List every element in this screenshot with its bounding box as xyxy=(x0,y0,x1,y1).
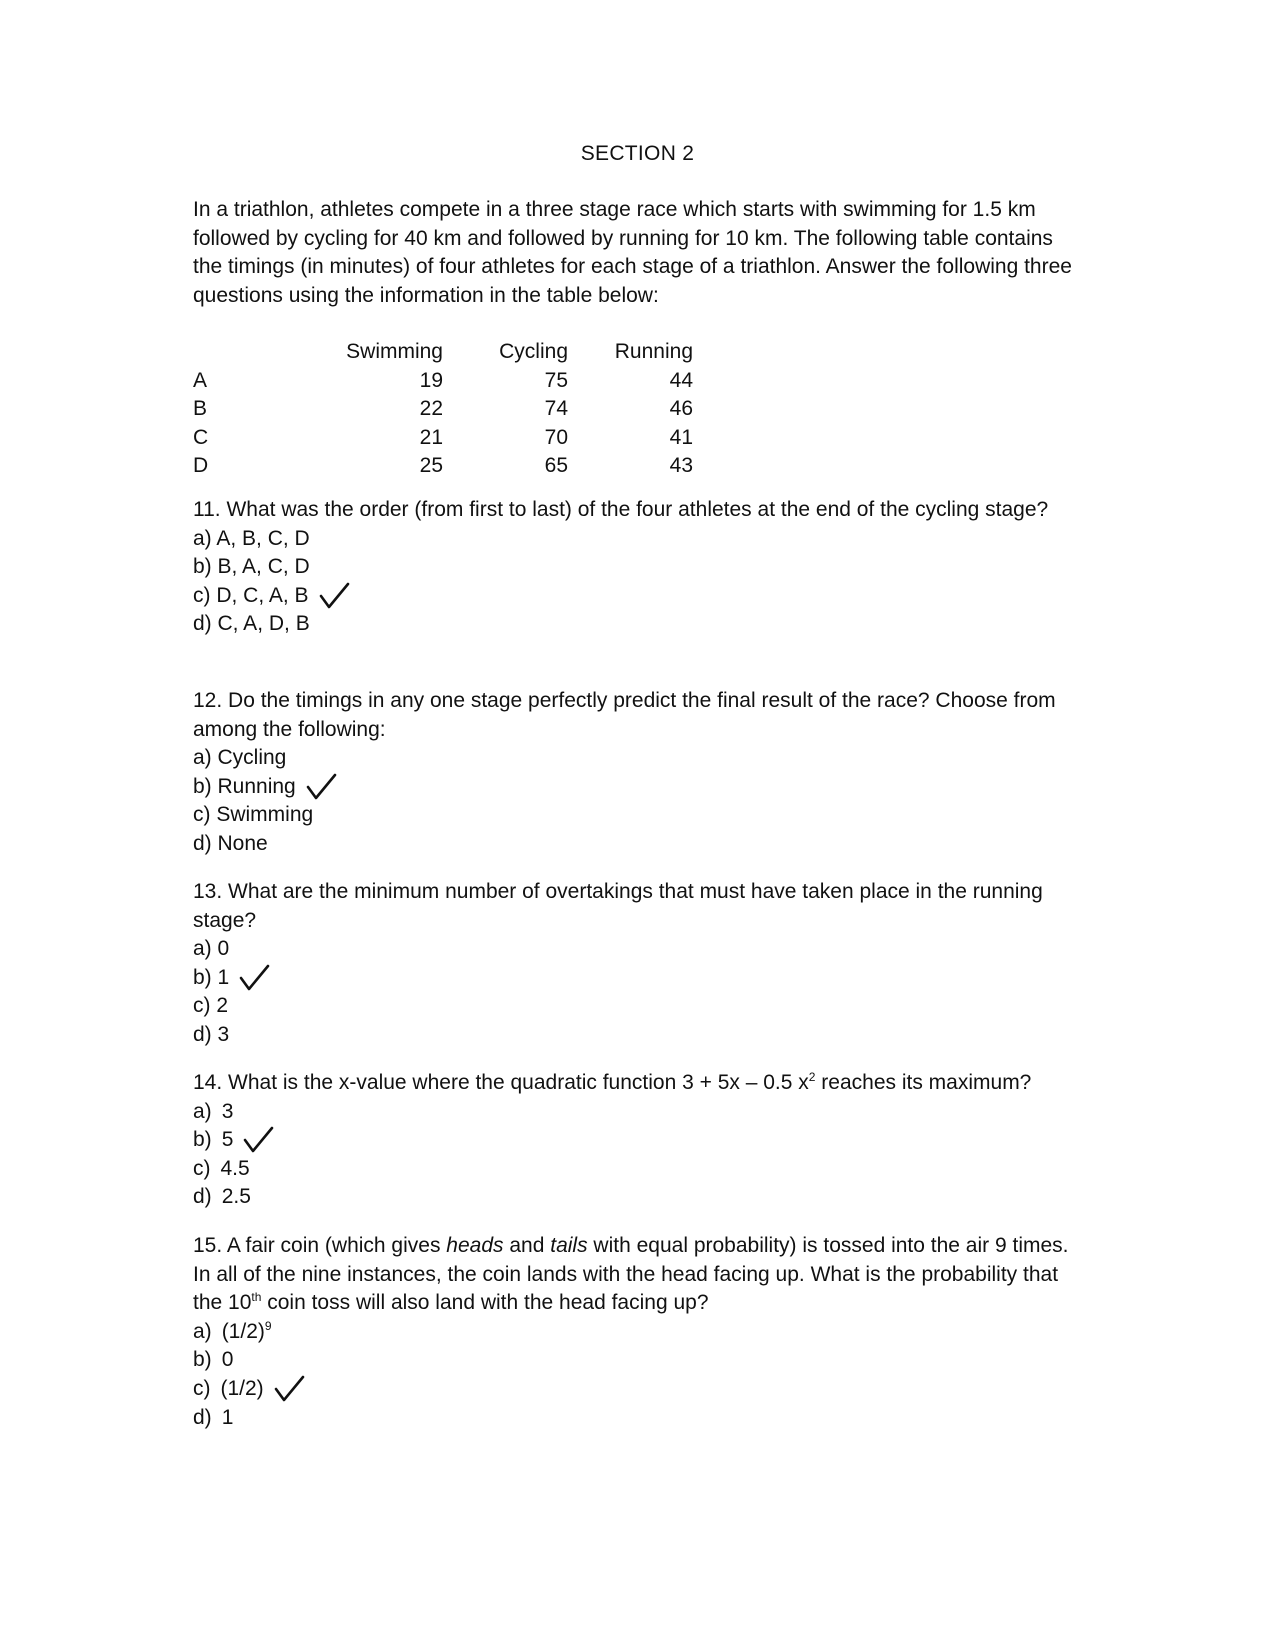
question-15 xyxy=(193,1232,1083,1432)
option-value: (1/2) xyxy=(220,1376,264,1400)
checkmark-icon xyxy=(304,773,338,801)
question-15-text xyxy=(193,1232,1083,1318)
question-15-text-2: and xyxy=(503,1234,551,1257)
question-11-text: 11. What was the order (from first to last) of the four athletes at the end of the cycling stage? xyxy=(193,498,1049,521)
table-row xyxy=(193,424,693,453)
table-row xyxy=(193,395,693,424)
option-b xyxy=(193,1126,1083,1155)
table-header-row xyxy=(193,338,693,367)
option-value: 5 xyxy=(221,1128,234,1152)
option-b xyxy=(193,964,1083,993)
question-11-options xyxy=(193,525,1083,639)
option-value: 3 xyxy=(221,1099,234,1123)
checkmark-icon xyxy=(317,582,351,610)
option-text: c) Swimming xyxy=(193,803,314,827)
question-14-text-main: 14. What is the x-value where the quadratic function 3 + 5x – 0.5 x xyxy=(193,1071,809,1094)
option-label: b) xyxy=(193,1348,212,1372)
athlete-cell: C xyxy=(193,425,209,449)
question-14-text xyxy=(193,1069,1083,1098)
option-value: (1/2) xyxy=(221,1319,265,1343)
option-text: d) C, A, D, B xyxy=(193,612,310,636)
question-15-italic-heads: heads xyxy=(446,1234,504,1257)
option-text: d) 3 xyxy=(193,1022,230,1046)
checkmark-icon xyxy=(241,1126,275,1154)
option-c xyxy=(193,992,1083,1021)
cycling-cell: 70 xyxy=(544,425,568,449)
table-header-running: Running xyxy=(614,340,693,363)
option-d xyxy=(193,610,1083,639)
athlete-cell: D xyxy=(193,454,209,478)
running-cell: 41 xyxy=(669,425,693,449)
cycling-cell: 74 xyxy=(544,397,568,421)
option-text: b) B, A, C, D xyxy=(193,555,310,579)
option-b xyxy=(193,1346,1083,1375)
question-14-text-end: reaches its maximum? xyxy=(815,1071,1032,1094)
swimming-cell: 22 xyxy=(419,397,443,421)
option-value: 2.5 xyxy=(221,1185,251,1209)
option-b xyxy=(193,773,1083,802)
swimming-cell: 19 xyxy=(419,368,443,392)
table-header-athlete xyxy=(193,338,313,367)
question-14-exponent: 2 xyxy=(808,1070,816,1084)
option-c xyxy=(193,801,1083,830)
timings-table xyxy=(193,338,693,481)
question-11 xyxy=(193,496,1083,639)
option-c xyxy=(193,582,1083,611)
option-text: a) Cycling xyxy=(193,746,287,770)
table-row xyxy=(193,367,693,396)
option-d xyxy=(193,830,1083,859)
option-label: d) xyxy=(193,1185,212,1209)
question-12-options xyxy=(193,744,1083,858)
table-row xyxy=(193,452,693,481)
option-c xyxy=(193,1375,1083,1404)
question-13-options xyxy=(193,935,1083,1049)
question-14-options xyxy=(193,1098,1083,1212)
option-a xyxy=(193,935,1083,964)
option-text: b) 1 xyxy=(193,965,230,989)
question-15-text-4: coin toss will also land with the head facing up? xyxy=(261,1291,709,1315)
option-value: 4.5 xyxy=(220,1156,250,1180)
section-title: SECTION 2 xyxy=(580,142,695,165)
option-label: d) xyxy=(193,1405,212,1429)
checkmark-icon xyxy=(237,964,271,992)
cycling-cell: 75 xyxy=(544,368,568,392)
option-text: a) A, B, C, D xyxy=(193,526,310,550)
question-15-ordinal-suffix: th xyxy=(251,1290,262,1305)
running-cell: 43 xyxy=(669,454,693,478)
swimming-cell: 25 xyxy=(419,454,443,478)
table-header-swimming: Swimming xyxy=(346,340,443,363)
checkmark-icon xyxy=(272,1375,306,1403)
option-text: a) 0 xyxy=(193,937,230,961)
question-15-italic-tails: tails xyxy=(550,1234,588,1257)
table-header-cycling: Cycling xyxy=(499,340,568,363)
question-13 xyxy=(193,878,1083,1050)
option-label: a) xyxy=(193,1099,212,1123)
option-text: b) Running xyxy=(193,774,296,798)
option-a xyxy=(193,744,1083,773)
option-value: 1 xyxy=(221,1405,234,1429)
running-cell: 46 xyxy=(669,397,693,421)
option-label: c) xyxy=(193,1376,211,1400)
option-a xyxy=(193,1318,1083,1347)
option-d xyxy=(193,1404,1083,1433)
question-15-text-3: with equal probability) is tossed into the air 9 times. In all of the nine instances, the coin lands with the head facing up. What is the probability that the 10 xyxy=(193,1234,1069,1315)
question-12-text: 12. Do the timings in any one stage perfectly predict the final result of the race? Choose from among the following: xyxy=(193,689,1056,741)
option-d xyxy=(193,1021,1083,1050)
option-text: c) D, C, A, B xyxy=(193,583,309,607)
intro-text: In a triathlon, athletes compete in a three stage race which starts with swimming for 1.5 km followed by cycling for 40 km and followed by running for 10 km. The following table contains the timings (in minutes) of four athletes for each stage of a triathlon. Answer the following three questions using the information in the table below: xyxy=(193,198,1072,308)
swimming-cell: 21 xyxy=(419,425,443,449)
option-text: c) 2 xyxy=(193,994,229,1018)
athlete-cell: B xyxy=(193,397,208,421)
question-12 xyxy=(193,687,1083,859)
running-cell: 44 xyxy=(669,368,693,392)
option-value: 0 xyxy=(221,1348,234,1372)
option-c xyxy=(193,1155,1083,1184)
question-14 xyxy=(193,1069,1083,1212)
question-13-text: 13. What are the minimum number of overtakings that must have taken place in the running stage? xyxy=(193,880,1043,932)
option-text: d) None xyxy=(193,831,268,855)
option-a xyxy=(193,1098,1083,1127)
athlete-cell: A xyxy=(193,368,208,392)
option-label: a) xyxy=(193,1319,212,1343)
option-exponent: 9 xyxy=(264,1318,272,1333)
option-b xyxy=(193,553,1083,582)
option-label: b) xyxy=(193,1128,212,1152)
question-15-options xyxy=(193,1318,1083,1432)
question-15-text-1: 15. A fair coin (which gives xyxy=(193,1234,447,1257)
option-label: c) xyxy=(193,1156,211,1180)
cycling-cell: 65 xyxy=(544,454,568,478)
option-a xyxy=(193,525,1083,554)
intro-paragraph xyxy=(193,196,1073,311)
option-d xyxy=(193,1183,1083,1212)
